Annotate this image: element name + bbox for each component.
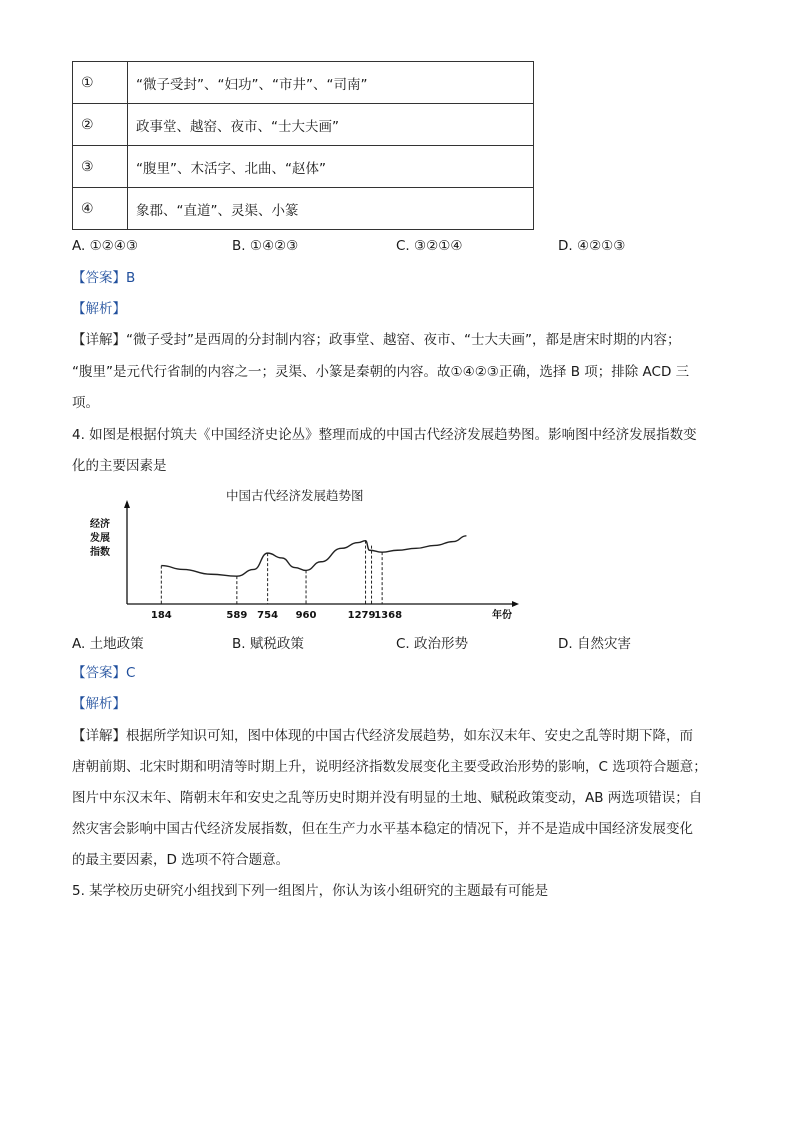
row-number: ④ — [73, 188, 128, 230]
q4-option-b: B. 赋税政策 — [232, 636, 304, 652]
x-axis-label: 年份 — [492, 610, 512, 621]
q4-detail-line-3: 图片中东汉末年、隋朝末年和安史之乱等历史时期并没有明显的土地、赋税政策变动，AB 两选项错误；自 — [72, 790, 703, 806]
y-axis-label: 发展 — [90, 533, 110, 544]
row-number: ① — [73, 62, 128, 104]
q4-detail-line-1: 【详解】根据所学知识可知，图中体现的中国古代经济发展趋势，如东汉末年、安史之乱等时期下降，而 — [72, 728, 693, 744]
y-axis-arrow — [124, 500, 130, 508]
x-tick-label: 1368 — [374, 610, 403, 621]
q5-stem: 5. 某学校历史研究小组找到下列一组图片，你认为该小组研究的主题最有可能是 — [72, 883, 549, 899]
q4-option-a: A. 土地政策 — [72, 636, 144, 652]
row-content: 象郡、“直道”、灵渠、小篆 — [128, 188, 534, 230]
q3-detail-line-3: 项。 — [72, 395, 99, 411]
q4-stem-line-1: 4. 如图是根据付筑夫《中国经济史论丛》整理而成的中国古代经济发展趋势图。影响图中经济发展指数变 — [72, 427, 697, 443]
x-tick-label: 184 — [150, 610, 172, 621]
series-line — [161, 536, 466, 576]
x-axis-arrow — [512, 601, 519, 607]
q4-option-d: D. 自然灾害 — [558, 636, 631, 652]
q3-analysis-heading: 【解析】 — [72, 301, 126, 317]
x-tick-label: 754 — [257, 610, 279, 621]
row-number: ② — [73, 104, 128, 146]
table-row — [73, 188, 534, 230]
q4-detail-line-5: 的最主要因素，D 选项不符合题意。 — [72, 852, 290, 868]
q3-option-b: B. ①④②③ — [232, 238, 299, 254]
table-row — [73, 62, 534, 104]
x-tick-label: 960 — [295, 610, 317, 621]
items-table — [72, 61, 534, 230]
x-tick-label: 1279 — [347, 610, 376, 621]
q4-detail-line-2: 唐朝前期、北宋时期和明清等时期上升，说明经济指数发展变化主要受政治形势的影响，C 选项符合题意； — [72, 759, 707, 775]
q4-stem-line-2: 化的主要因素是 — [72, 458, 167, 474]
table-row — [73, 104, 534, 146]
q4-analysis-heading: 【解析】 — [72, 696, 126, 712]
q4-option-c: C. 政治形势 — [396, 636, 469, 652]
row-content: “微子受封”、“妇功”、“市井”、“司南” — [128, 62, 534, 104]
q3-detail-line-1: 【详解】“微子受封”是西周的分封制内容；政事堂、越窑、夜市、“士大夫画”，都是唐宋时期的内容； — [72, 332, 681, 348]
q3-answer: 【答案】B — [72, 270, 136, 286]
q3-option-a: A. ①②④③ — [72, 238, 138, 254]
chart-title: 中国古代经济发展趋势图 — [226, 488, 364, 503]
q3-detail-line-2: “腹里”是元代行省制的内容之一；灵渠、小篆是秦朝的内容。故①④②③正确，选择 B 项；排除 ACD 三 — [72, 364, 690, 380]
q3-option-d: D. ④②①③ — [558, 238, 626, 254]
q3-option-c: C. ③②①④ — [396, 238, 463, 254]
row-number: ③ — [73, 146, 128, 188]
q4-answer: 【答案】C — [72, 665, 136, 681]
q4-detail-line-4: 然灾害会影响中国古代经济发展指数，但在生产力水平基本稳定的情况下，并不是造成中国经济发展变化 — [72, 821, 693, 837]
x-tick-label: 589 — [226, 610, 248, 621]
y-axis-label: 指数 — [90, 547, 110, 558]
table-row — [73, 146, 534, 188]
economic-trend-chart — [80, 500, 520, 625]
row-content: 政事堂、越窑、夜市、“士大夫画” — [128, 104, 534, 146]
y-axis-label: 经济 — [90, 519, 110, 530]
row-content: “腹里”、木活字、北曲、“赵体” — [128, 146, 534, 188]
